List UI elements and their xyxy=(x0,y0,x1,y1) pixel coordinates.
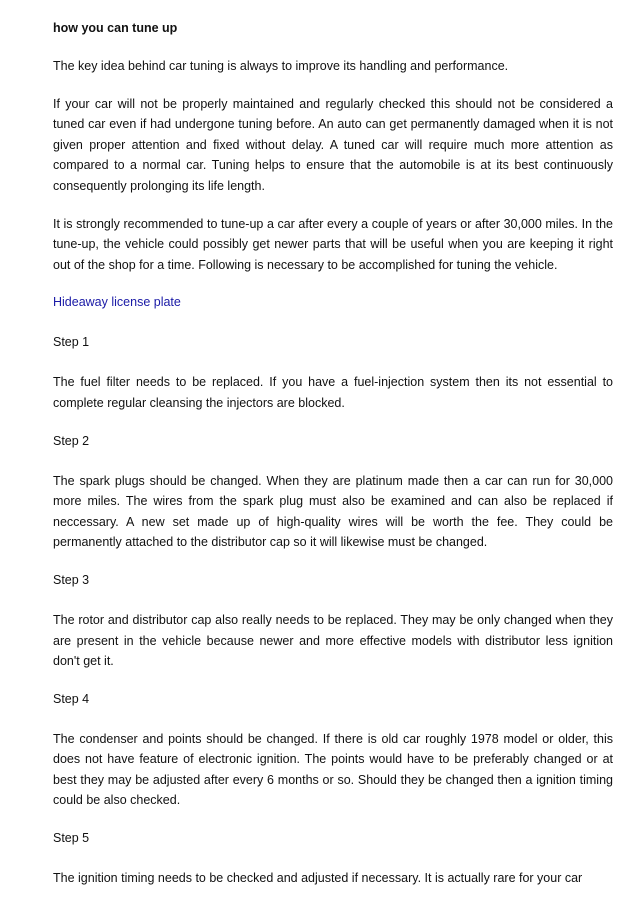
step-1-text: The fuel filter needs to be replaced. If you have a fuel-injection system then its not essential to complete regular cleansing the injectors are blocked. xyxy=(53,375,613,410)
step-2-text: The spark plugs should be changed. When they are platinum made then a car can run for 30,000 more miles. The wires from the spark plug must also be examined and can also be replaced if neccessary. A new set made up of high-quality wires will be worth the fee. They could be permanently attached to the distributor cap so it will likewise must be changed. xyxy=(53,473,613,550)
body-paragraph-2: It is strongly recommended to tune-up a car after every a couple of years or after 30,000 miles. In the tune-up, the vehicle could possibly get newer parts that will be useful when you are keeping it right out of the shop for a time. Following is necessary to be accomplished for tuning the vehicle. xyxy=(53,216,613,272)
step-5-heading: Step 5 xyxy=(53,831,90,846)
step-3-heading: Step 3 xyxy=(53,572,90,587)
step-4-text: The condenser and points should be changed. If there is old car roughly 1978 model or older, this does not have feature of electronic ignition. The points would have to be preferably changed or at best they may be adjusted after every 6 months or so. Should they be changed then a ignition timing could be also checked. xyxy=(53,731,613,808)
step-3-text: The rotor and distributor cap also really needs to be replaced. They may be only changed when they are present in the vehicle because newer and more effective models with distributor less ignition don't get it. xyxy=(53,612,613,669)
document-title: how you can tune up xyxy=(53,21,178,35)
step-1-heading: Step 1 xyxy=(53,335,90,350)
intro-paragraph: The key idea behind car tuning is always to improve its handling and performance. xyxy=(53,59,509,73)
step-4-heading: Step 4 xyxy=(53,691,90,706)
hideaway-license-plate-link[interactable]: Hideaway license plate xyxy=(53,295,181,310)
step-2-heading: Step 2 xyxy=(53,433,90,448)
body-paragraph-1: If your car will not be properly maintained and regularly checked this should not be considered a tuned car even if had undergone tuning before. An auto can get permanently damaged when it is not given proper attention and fixed without delay. A tuned car will require much more attention as compared to a normal car. Tuning helps to ensure that the automobile is at its best continuously consequently prolonging its life length. xyxy=(53,96,613,193)
document-page xyxy=(53,18,613,906)
step-5-text: The ignition timing needs to be checked and adjusted if necessary. It is actually rare for your car xyxy=(53,871,583,886)
